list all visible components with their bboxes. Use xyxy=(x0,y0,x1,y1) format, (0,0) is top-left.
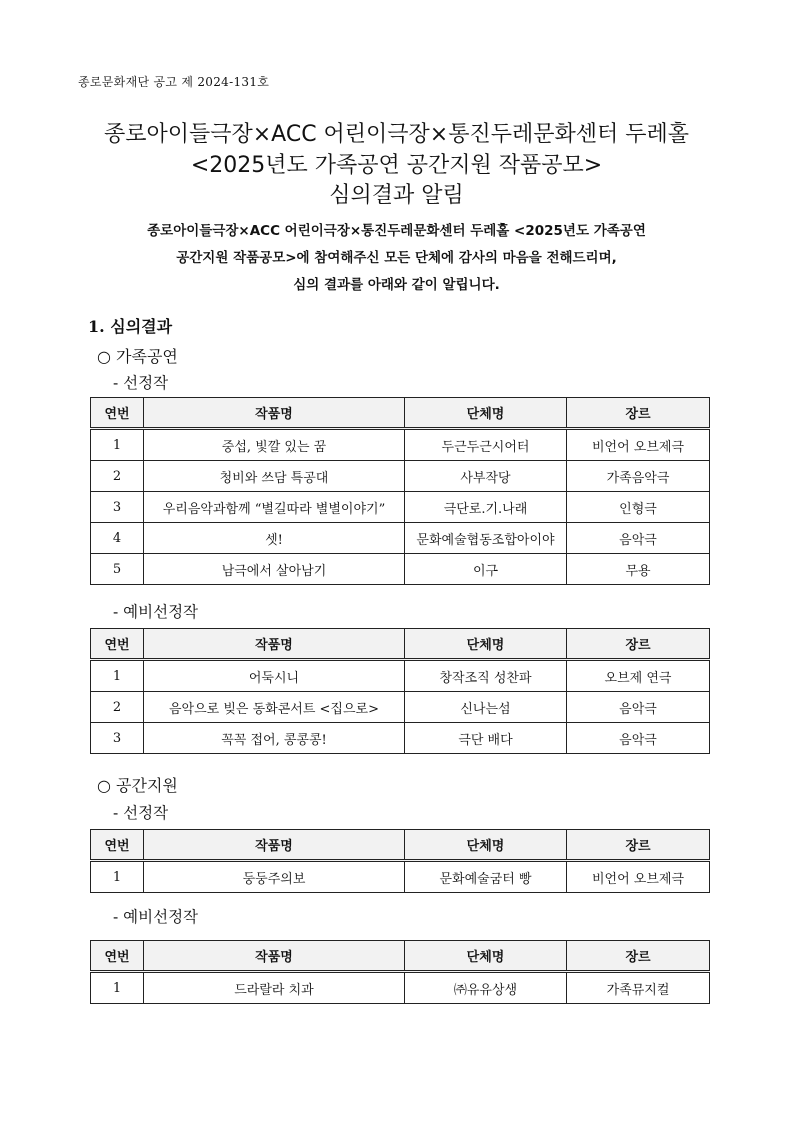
cell-group: 이구 xyxy=(405,554,567,585)
cell-work: 중섭, 빛깔 있는 꿈 xyxy=(144,429,405,461)
cell-group: 창작조직 성찬파 xyxy=(405,660,567,692)
header-group: 단체명 xyxy=(405,830,567,861)
cell-no: 1 xyxy=(91,660,144,692)
cell-genre: 비언어 오브제극 xyxy=(567,861,710,893)
header-group: 단체명 xyxy=(405,941,567,972)
header-genre: 장르 xyxy=(567,941,710,972)
table-header-row xyxy=(91,398,710,429)
header-genre: 장르 xyxy=(567,398,710,429)
cell-work: 우리음악과함께 “별길따라 별별이야기” xyxy=(144,492,405,523)
cell-group: 문화예술협동조합아이야 xyxy=(405,523,567,554)
document-title-line2: <2025년도 가족공연 공간지원 작품공모> xyxy=(190,153,603,178)
family-reserve-table xyxy=(90,628,710,754)
cell-genre: 무용 xyxy=(567,554,710,585)
cell-genre: 가족뮤지컬 xyxy=(567,972,710,1004)
cell-no: 2 xyxy=(91,692,144,723)
header-no: 연번 xyxy=(91,629,144,660)
header-work: 작품명 xyxy=(144,629,405,660)
cell-group: 극단 배다 xyxy=(405,723,567,754)
space-selected-label: - 선정작 xyxy=(113,804,169,822)
cell-genre: 음악극 xyxy=(567,692,710,723)
table-row xyxy=(91,492,710,523)
header-work: 작품명 xyxy=(144,830,405,861)
table-row xyxy=(91,461,710,492)
table-row xyxy=(91,429,710,461)
table-row xyxy=(91,723,710,754)
cell-genre: 가족음악극 xyxy=(567,461,710,492)
cell-work: 셋! xyxy=(144,523,405,554)
cell-genre: 음악극 xyxy=(567,523,710,554)
table-header-row xyxy=(91,629,710,660)
cell-group: 극단로.기.나래 xyxy=(405,492,567,523)
space-reserve-label: - 예비선정작 xyxy=(113,908,199,926)
document-title-line1: 종로아이들극장×ACC 어린이극장×통진두레문화센터 두레홀 xyxy=(103,122,690,147)
header-genre: 장르 xyxy=(567,830,710,861)
intro-line3: 심의 결과를 아래와 같이 알립니다. xyxy=(293,277,500,293)
table-row xyxy=(91,523,710,554)
space-selected-table xyxy=(90,829,710,893)
cell-work: 꼭꼭 접어, 콩콩콩! xyxy=(144,723,405,754)
cell-group: 신나는섬 xyxy=(405,692,567,723)
table-header-row xyxy=(91,830,710,861)
cell-no: 1 xyxy=(91,429,144,461)
cell-no: 3 xyxy=(91,492,144,523)
family-selected-label: - 선정작 xyxy=(113,374,169,392)
cell-work: 드라랄라 치과 xyxy=(144,972,405,1004)
section-heading-results: 1. 심의결과 xyxy=(88,317,173,336)
cell-work: 남극에서 살아남기 xyxy=(144,554,405,585)
cell-work: 둥둥주의보 xyxy=(144,861,405,893)
table-row xyxy=(91,972,710,1004)
document-title-line3: 심의결과 알림 xyxy=(329,183,464,208)
cell-work: 어둑시니 xyxy=(144,660,405,692)
header-no: 연번 xyxy=(91,941,144,972)
header-no: 연번 xyxy=(91,830,144,861)
cell-work: 음악으로 빚은 동화콘서트 <집으로> xyxy=(144,692,405,723)
cell-genre: 음악극 xyxy=(567,723,710,754)
table-row xyxy=(91,861,710,893)
cell-no: 5 xyxy=(91,554,144,585)
header-group: 단체명 xyxy=(405,629,567,660)
intro-paragraph xyxy=(60,218,733,299)
notice-number: 종로문화재단 공고 제 2024-131호 xyxy=(78,75,270,89)
cell-group: ㈜유유상생 xyxy=(405,972,567,1004)
cell-group: 문화예술굼터 빵 xyxy=(405,861,567,893)
cell-work: 청비와 쓰담 특공대 xyxy=(144,461,405,492)
table-row xyxy=(91,554,710,585)
table-header-row xyxy=(91,941,710,972)
header-group: 단체명 xyxy=(405,398,567,429)
subsection-heading-space: ○ 공간지원 xyxy=(97,776,178,795)
cell-no: 1 xyxy=(91,861,144,893)
cell-no: 2 xyxy=(91,461,144,492)
intro-line1: 종로아이들극장×ACC 어린이극장×통진두레문화센터 두레홀 <2025년도 가족공연 xyxy=(147,223,646,239)
header-work: 작품명 xyxy=(144,941,405,972)
space-reserve-table xyxy=(90,940,710,1004)
cell-genre: 인형극 xyxy=(567,492,710,523)
table-row xyxy=(91,660,710,692)
cell-no: 4 xyxy=(91,523,144,554)
family-selected-table xyxy=(90,397,710,585)
cell-group: 두근두근시어터 xyxy=(405,429,567,461)
table-row xyxy=(91,692,710,723)
cell-genre: 오브제 연극 xyxy=(567,660,710,692)
intro-line2: 공간지원 작품공모>에 참여해주신 모든 단체에 감사의 마음을 전해드리며, xyxy=(176,250,617,266)
header-no: 연번 xyxy=(91,398,144,429)
cell-no: 3 xyxy=(91,723,144,754)
cell-genre: 비언어 오브제극 xyxy=(567,429,710,461)
family-reserve-label: - 예비선정작 xyxy=(113,603,199,621)
subsection-heading-family: ○ 가족공연 xyxy=(97,347,178,366)
header-work: 작품명 xyxy=(144,398,405,429)
cell-group: 사부작당 xyxy=(405,461,567,492)
cell-no: 1 xyxy=(91,972,144,1004)
header-genre: 장르 xyxy=(567,629,710,660)
